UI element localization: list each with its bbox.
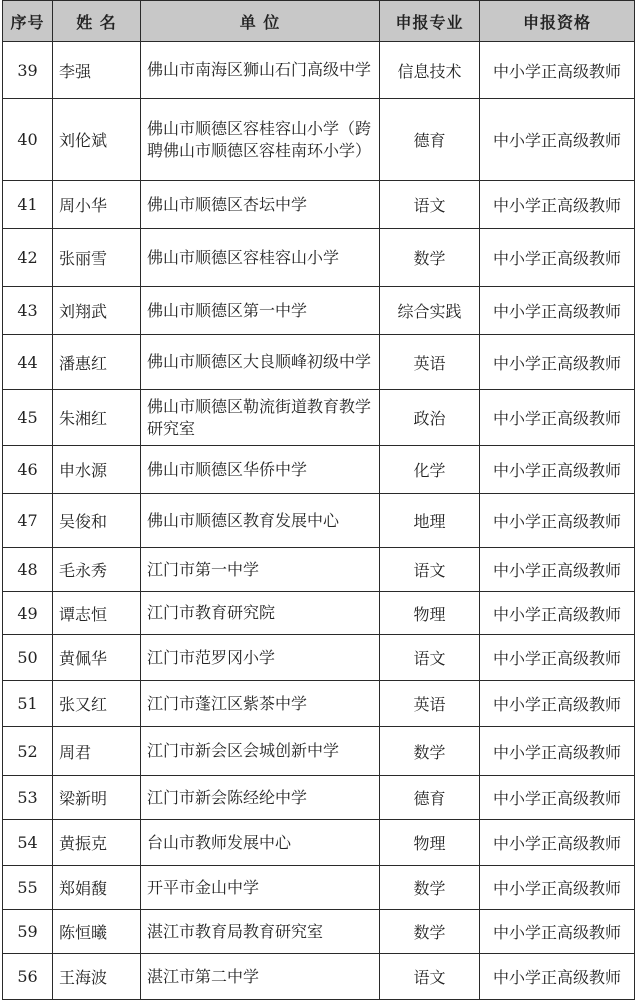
cell-unit: 佛山市顺德区第一中学 [141,287,380,335]
cell-major: 信息技术 [380,42,480,99]
candidates-table [2,0,635,1000]
header-qualification: 申报资格 [480,1,635,42]
table-row [3,592,635,635]
cell-major: 语文 [380,181,480,229]
cell-unit: 佛山市顺德区勒流街道教育教学研究室 [141,390,380,446]
table-header [3,1,635,42]
cell-major: 数学 [380,727,480,776]
table-row [3,954,635,1000]
cell-no: 40 [3,99,53,181]
table-row [3,99,635,181]
cell-qualification: 中小学正高级教师 [480,727,635,776]
table-row [3,727,635,776]
cell-name: 刘翔武 [53,287,141,335]
cell-major: 政治 [380,390,480,446]
cell-qualification: 中小学正高级教师 [480,820,635,866]
cell-unit: 江门市蓬江区紫茶中学 [141,681,380,727]
cell-no: 55 [3,866,53,910]
cell-unit: 江门市范罗冈小学 [141,635,380,681]
table-row [3,181,635,229]
cell-name: 张又红 [53,681,141,727]
cell-name: 梁新明 [53,776,141,820]
cell-no: 44 [3,335,53,390]
cell-qualification: 中小学正高级教师 [480,390,635,446]
header-major: 申报专业 [380,1,480,42]
table-row [3,42,635,99]
cell-name: 郑娟馥 [53,866,141,910]
cell-name: 潘惠红 [53,335,141,390]
cell-name: 申水源 [53,446,141,494]
cell-major: 语文 [380,635,480,681]
cell-name: 周小华 [53,181,141,229]
cell-unit: 佛山市顺德区容桂容山小学（跨聘佛山市顺德区容桂南环小学） [141,99,380,181]
cell-major: 英语 [380,335,480,390]
cell-unit: 佛山市顺德区教育发展中心 [141,494,380,548]
table-row [3,866,635,910]
cell-unit: 江门市新会区会城创新中学 [141,727,380,776]
cell-no: 43 [3,287,53,335]
table-row [3,681,635,727]
cell-major: 英语 [380,681,480,727]
table-row [3,910,635,954]
table-row [3,548,635,592]
cell-no: 49 [3,592,53,635]
cell-name: 李强 [53,42,141,99]
cell-qualification: 中小学正高级教师 [480,494,635,548]
table-row [3,494,635,548]
cell-name: 吴俊和 [53,494,141,548]
table-row [3,287,635,335]
cell-no: 52 [3,727,53,776]
cell-unit: 江门市新会陈经纶中学 [141,776,380,820]
cell-name: 朱湘红 [53,390,141,446]
cell-unit: 佛山市顺德区容桂容山小学 [141,229,380,287]
cell-no: 42 [3,229,53,287]
cell-no: 39 [3,42,53,99]
table-row [3,335,635,390]
header-row [3,1,635,42]
header-name: 姓 名 [53,1,141,42]
cell-unit: 台山市教师发展中心 [141,820,380,866]
cell-major: 物理 [380,820,480,866]
cell-unit: 江门市第一中学 [141,548,380,592]
cell-no: 50 [3,635,53,681]
table-row [3,229,635,287]
cell-name: 陈恒曦 [53,910,141,954]
cell-no: 59 [3,910,53,954]
table-row [3,776,635,820]
table-body [3,42,635,1000]
cell-qualification: 中小学正高级教师 [480,635,635,681]
cell-name: 刘伦斌 [53,99,141,181]
cell-no: 46 [3,446,53,494]
cell-no: 54 [3,820,53,866]
cell-major: 德育 [380,99,480,181]
cell-qualification: 中小学正高级教师 [480,229,635,287]
cell-qualification: 中小学正高级教师 [480,99,635,181]
cell-unit: 佛山市顺德区大良顺峰初级中学 [141,335,380,390]
table-row [3,446,635,494]
cell-major: 综合实践 [380,287,480,335]
cell-major: 德育 [380,776,480,820]
cell-unit: 湛江市教育局教育研究室 [141,910,380,954]
cell-no: 56 [3,954,53,1000]
table-row [3,820,635,866]
cell-qualification: 中小学正高级教师 [480,866,635,910]
cell-unit: 江门市教育研究院 [141,592,380,635]
cell-unit: 佛山市南海区狮山石门高级中学 [141,42,380,99]
cell-name: 黄振克 [53,820,141,866]
cell-major: 地理 [380,494,480,548]
cell-major: 语文 [380,954,480,1000]
cell-no: 48 [3,548,53,592]
cell-major: 数学 [380,866,480,910]
cell-qualification: 中小学正高级教师 [480,181,635,229]
cell-name: 王海波 [53,954,141,1000]
table-row [3,390,635,446]
cell-no: 53 [3,776,53,820]
cell-major: 化学 [380,446,480,494]
cell-name: 张丽雪 [53,229,141,287]
cell-name: 毛永秀 [53,548,141,592]
cell-major: 数学 [380,910,480,954]
table-row [3,635,635,681]
cell-qualification: 中小学正高级教师 [480,910,635,954]
header-no: 序号 [3,1,53,42]
cell-no: 45 [3,390,53,446]
cell-major: 数学 [380,229,480,287]
cell-name: 谭志恒 [53,592,141,635]
cell-unit: 开平市金山中学 [141,866,380,910]
cell-major: 物理 [380,592,480,635]
cell-qualification: 中小学正高级教师 [480,776,635,820]
cell-qualification: 中小学正高级教师 [480,42,635,99]
cell-unit: 湛江市第二中学 [141,954,380,1000]
cell-no: 47 [3,494,53,548]
cell-unit: 佛山市顺德区华侨中学 [141,446,380,494]
header-unit: 单 位 [141,1,380,42]
cell-qualification: 中小学正高级教师 [480,592,635,635]
cell-qualification: 中小学正高级教师 [480,548,635,592]
cell-qualification: 中小学正高级教师 [480,681,635,727]
cell-qualification: 中小学正高级教师 [480,287,635,335]
cell-no: 51 [3,681,53,727]
cell-major: 语文 [380,548,480,592]
cell-no: 41 [3,181,53,229]
cell-unit: 佛山市顺德区杏坛中学 [141,181,380,229]
cell-name: 黄佩华 [53,635,141,681]
cell-qualification: 中小学正高级教师 [480,446,635,494]
cell-qualification: 中小学正高级教师 [480,335,635,390]
cell-qualification: 中小学正高级教师 [480,954,635,1000]
cell-name: 周君 [53,727,141,776]
